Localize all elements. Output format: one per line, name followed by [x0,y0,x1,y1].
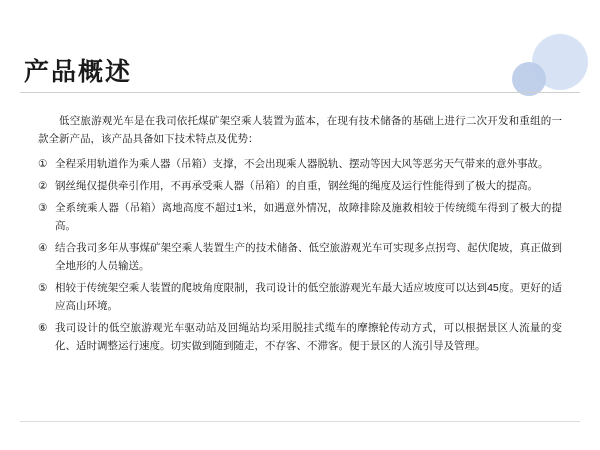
circle-small-icon [512,62,546,96]
list-marker: ② [38,179,48,192]
list-item-text: 结合我司多年从事煤矿架空乘人装置生产的技术储备、低空旅游观光车可实现多点拐弯、起伏爬坡，真正做到全地形的人员输送。 [55,241,562,272]
bottom-divider [20,421,580,422]
list-item [38,279,562,315]
list-item-text: 我司设计的低空旅游观光车驱动站及回绳站均采用脱挂式缆车的摩擦轮传动方式，可以根据景区人流量的变化、适时调整运行速度。切实做到随到随走，不存客、不滞客。便于景区的人流引导及管理。 [55,322,562,353]
list-item [38,239,562,275]
feature-list [38,155,562,355]
title-divider [20,92,580,93]
page-title: 产品概述 [24,57,133,86]
intro-paragraph: 低空旅游观光车是在我司依托煤矿架空乘人装置为蓝本，在现有技术储备的基础上进行二次开发和重组的一款全新产品，该产品具备如下技术特点及优势： [38,115,562,146]
list-item-text: 全程采用轨道作为乘人器（吊箱）支撑，不会出现乘人器脱轨、摆动等因大风等恶劣天气带来的意外事故。 [55,157,549,170]
list-item [38,199,562,235]
list-marker: ⑥ [38,322,48,335]
list-marker: ③ [38,201,48,214]
list-item-text: 相较于传统架空乘人装置的爬坡角度限制，我司设计的低空旅游观光车最大适应坡度可以达到45度。更好的适应高山环境。 [55,282,562,313]
list-item-text: 全系统乘人器（吊箱）离地高度不超过1米，如遇意外情况，故障排除及施救相较于传统缆车得到了极大的提高。 [55,201,562,232]
list-item [38,319,562,355]
list-item [38,177,562,195]
list-item-text: 钢丝绳仅提供牵引作用，不再承受乘人器（吊箱）的自重，钢丝绳的绳度及运行性能得到了极大的提高。 [55,179,538,192]
circle-large-icon [532,34,588,90]
decorative-circles [480,0,600,120]
list-marker: ⑤ [38,282,48,295]
list-marker: ① [38,157,48,170]
slide-body [38,112,562,359]
list-marker: ④ [38,241,48,254]
list-item [38,155,562,173]
